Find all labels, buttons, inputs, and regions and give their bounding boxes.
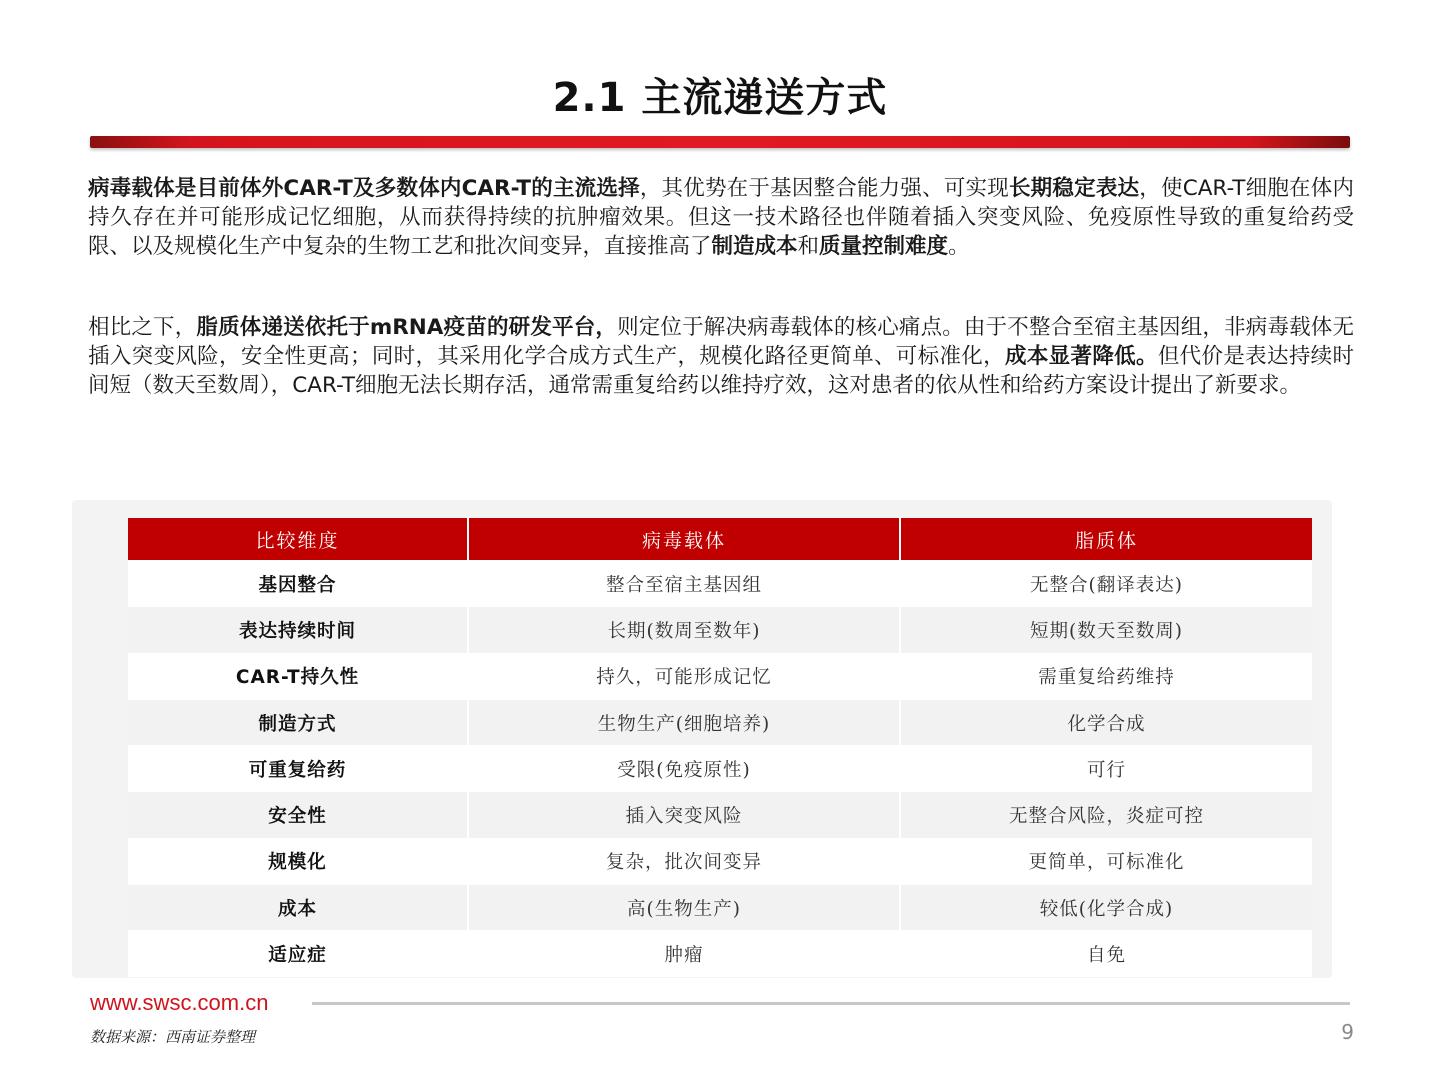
dimension-cell: 表达持续时间 bbox=[128, 607, 468, 653]
liposome-cell: 化学合成 bbox=[900, 699, 1312, 745]
bold-highlight: 质量控制难度 bbox=[819, 234, 949, 259]
viral-vector-cell: 受限(免疫原性) bbox=[468, 746, 900, 792]
bold-highlight: 成本显著降低。 bbox=[1004, 344, 1158, 369]
table-row bbox=[128, 653, 1312, 699]
viral-vector-cell: 肿瘤 bbox=[468, 931, 900, 977]
liposome-cell: 无整合(翻译表达) bbox=[900, 561, 1312, 607]
header-viral-vector: 病毒载体 bbox=[468, 518, 900, 561]
text-segment: 和 bbox=[797, 234, 820, 259]
page-number: 9 bbox=[1341, 1020, 1354, 1044]
table-row bbox=[128, 792, 1312, 838]
viral-vector-cell: 复杂，批次间变异 bbox=[468, 838, 900, 884]
bold-highlight: 脂质体递送依托于mRNA疫苗的研发平台， bbox=[196, 315, 618, 340]
table-row bbox=[128, 746, 1312, 792]
viral-vector-cell: 高(生物生产) bbox=[468, 885, 900, 931]
liposome-cell: 短期(数天至数周) bbox=[900, 607, 1312, 653]
title-divider-bar bbox=[90, 136, 1350, 148]
table-row bbox=[128, 699, 1312, 745]
viral-vector-cell: 长期(数周至数年) bbox=[468, 607, 900, 653]
source-note: 数据来源：西南证券整理 bbox=[90, 1028, 256, 1046]
text-segment: 相比之下， bbox=[88, 315, 197, 340]
liposome-cell: 自免 bbox=[900, 931, 1312, 977]
viral-vector-cell: 插入突变风险 bbox=[468, 792, 900, 838]
table-row bbox=[128, 838, 1312, 884]
table-row bbox=[128, 561, 1312, 607]
text-segment: 则定位于解决病毒载体的核心痛点。由于不整合至宿主基因组，非病毒载体无插入突变风险，安全性更高；同时，其采用化学合成方式生产，规模化路径更简单、可标准化， bbox=[88, 315, 1354, 369]
bold-highlight: 病毒载体是目前体外CAR-T及多数体内CAR-T的主流选择 bbox=[88, 176, 640, 201]
header-dimension: 比较维度 bbox=[128, 518, 468, 561]
table-row bbox=[128, 931, 1312, 977]
text-segment: 但代价是表达持续时间短（数天至数周），CAR-T细胞无法长期存活，通常需重复给药以维持疗效，这对患者的依从性和给药方案设计提出了新要求。 bbox=[88, 344, 1354, 398]
dimension-cell: 制造方式 bbox=[128, 699, 468, 745]
liposome-cell: 更简单，可标准化 bbox=[900, 838, 1312, 884]
dimension-cell: CAR-T持久性 bbox=[128, 653, 468, 699]
page-title: 2.1 主流递送方式 bbox=[552, 75, 888, 121]
dimension-cell: 可重复给药 bbox=[128, 746, 468, 792]
header-liposome: 脂质体 bbox=[900, 518, 1312, 561]
liposome-cell: 较低(化学合成) bbox=[900, 885, 1312, 931]
dimension-cell: 安全性 bbox=[128, 792, 468, 838]
dimension-cell: 基因整合 bbox=[128, 561, 468, 607]
bold-highlight: 制造成本 bbox=[711, 234, 798, 259]
dimension-cell: 成本 bbox=[128, 885, 468, 931]
table-row bbox=[128, 885, 1312, 931]
text-segment: 。 bbox=[948, 234, 970, 259]
table-row bbox=[128, 607, 1312, 653]
liposome-cell: 无整合风险，炎症可控 bbox=[900, 792, 1312, 838]
liposome-cell: 可行 bbox=[900, 746, 1312, 792]
liposome-cell: 需重复给药维持 bbox=[900, 653, 1312, 699]
comparison-table bbox=[128, 518, 1312, 977]
intro-paragraph-viral-vector bbox=[88, 174, 1354, 261]
text-segment: ，使CAR-T细胞在体内持久存在并可能形成记忆细胞，从而获得持续的抗肿瘤效果。但这一技术路径也伴随着插入突变风险、免疫原性导致的重复给药受限、以及规模化生产中复杂的生物工艺和批次间变异，直接推高了 bbox=[88, 176, 1354, 259]
intro-paragraph-liposome bbox=[88, 313, 1354, 400]
bold-highlight: 长期稳定表达 bbox=[1008, 176, 1140, 201]
table-header-row bbox=[128, 518, 1312, 561]
viral-vector-cell: 整合至宿主基因组 bbox=[468, 561, 900, 607]
text-segment: ，其优势在于基因整合能力强、可实现 bbox=[639, 176, 1009, 201]
viral-vector-cell: 生物生产(细胞培养) bbox=[468, 699, 900, 745]
dimension-cell: 适应症 bbox=[128, 931, 468, 977]
dimension-cell: 规模化 bbox=[128, 838, 468, 884]
viral-vector-cell: 持久，可能形成记忆 bbox=[468, 653, 900, 699]
footer-divider bbox=[312, 1002, 1350, 1005]
company-website[interactable]: www.swsc.com.cn bbox=[90, 990, 269, 1015]
